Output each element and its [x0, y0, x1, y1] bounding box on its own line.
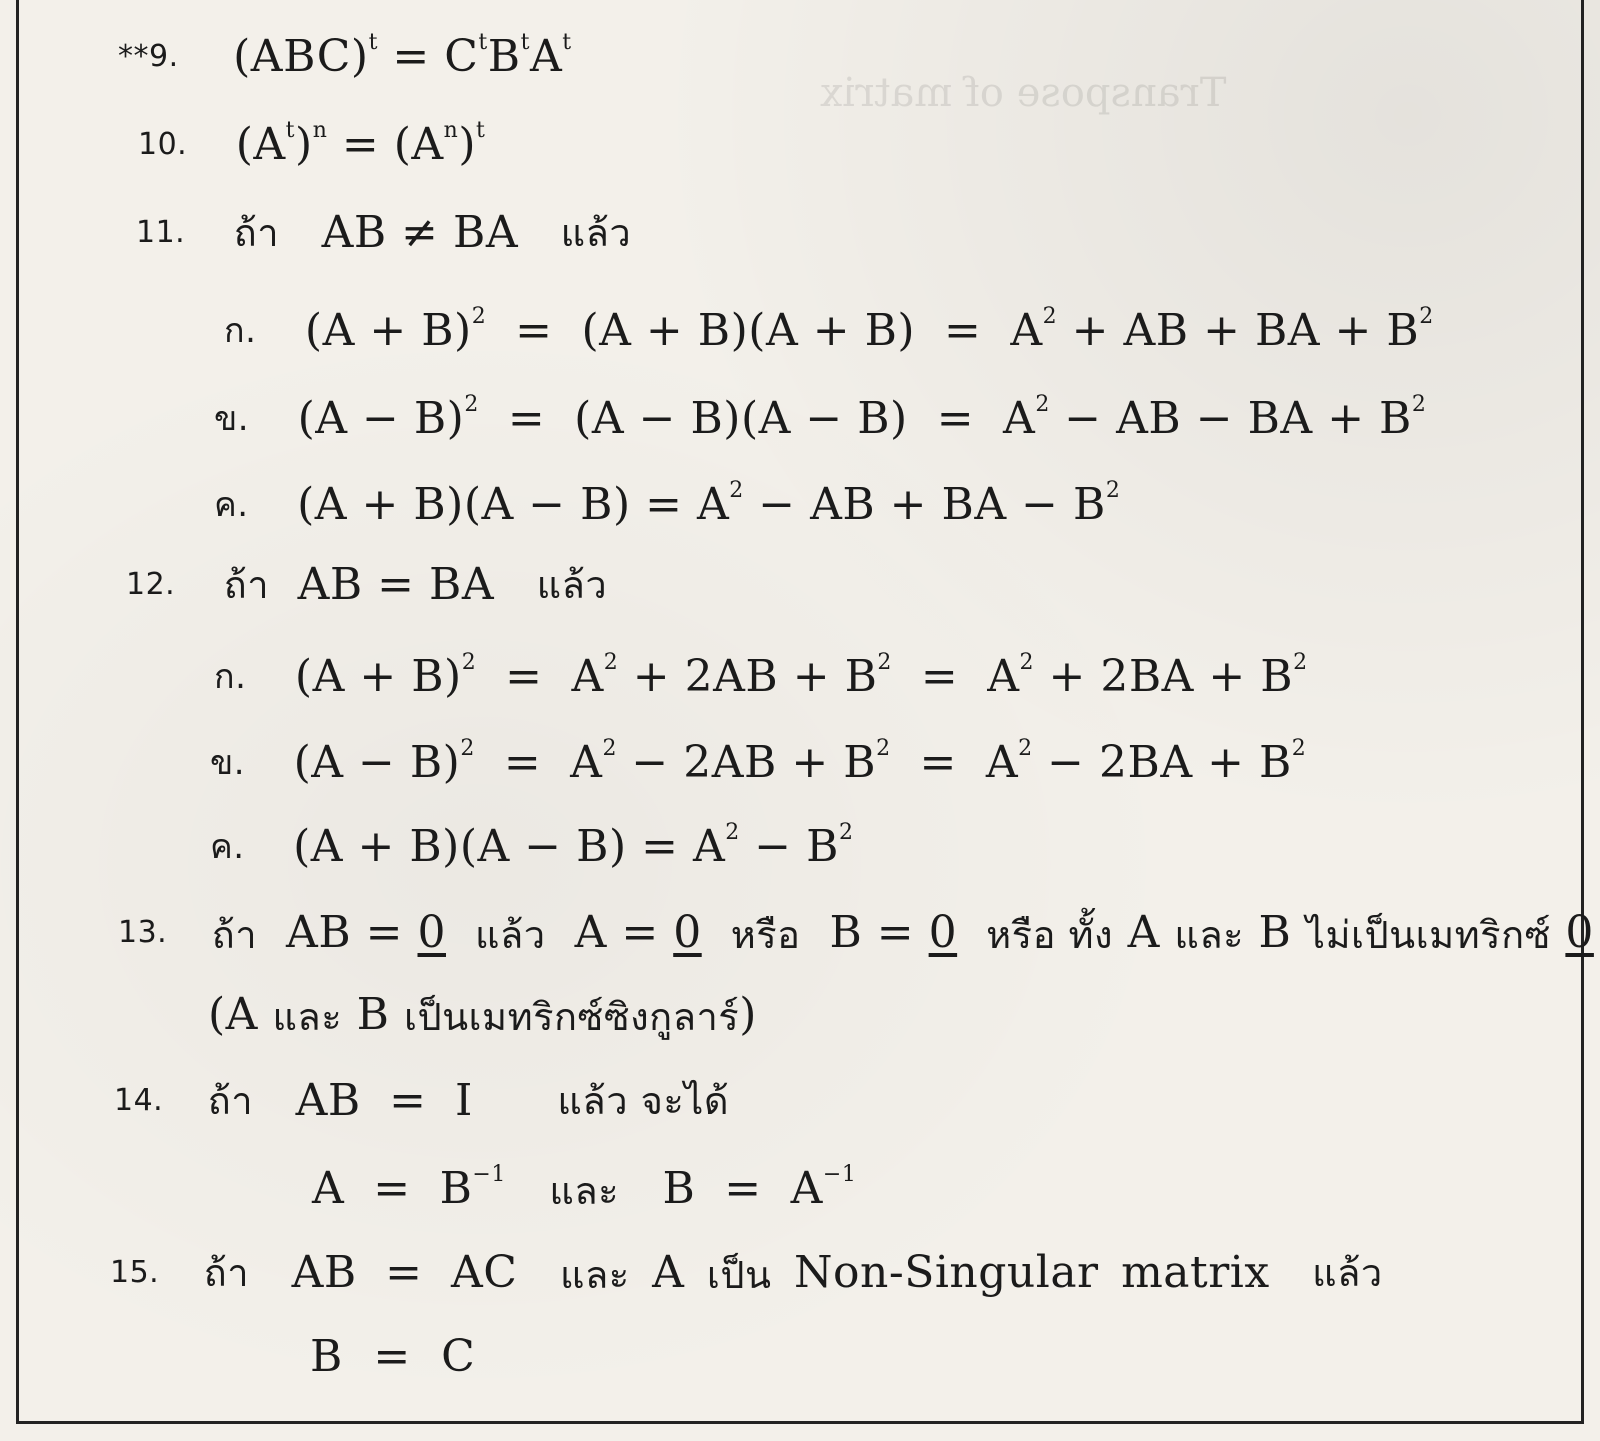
rule-13 [118, 906, 1594, 958]
rule-14-result [312, 1161, 857, 1214]
condition-expression: AB = I [295, 1074, 473, 1126]
condition-suffix: แล้ว [1312, 1250, 1383, 1295]
bleed-through-ghost-text: Transpose of matrix [820, 70, 1227, 116]
item-equation: $(A - B)^2 = A^2 - 2AB + B^2 = A^2 - 2BA + B^2$ [293, 735, 1307, 788]
rule-15-result [310, 1330, 476, 1382]
item-equation: $(A + B)^2 = A^2 + 2AB + B^2 = A^2 + 2BA + B^2$ [294, 649, 1308, 702]
rule-12-item-c [210, 819, 854, 872]
item-equation: $(A + B)(A - B) = A^2 - B^2$ [293, 819, 854, 872]
item-label: ค. [214, 484, 249, 525]
rule-9 [118, 29, 572, 82]
item-equation: $(A - B)^2 = (A - B)(A - B) = A^2$ − AB − BA + $B^2$ [297, 391, 1427, 444]
rule-number: 12. [126, 566, 176, 602]
rule-11-item-c [214, 477, 1121, 530]
condition-expression: AB = AC [291, 1246, 518, 1298]
note-text: (A และ B เป็นเมทริกซ์ซิงกูลาร์) [208, 988, 757, 1040]
condition-prefix: ถ้า [223, 562, 270, 607]
rule-10 [138, 117, 486, 170]
rule-12-item-b [210, 735, 1307, 788]
rule-number: 15. [110, 1254, 160, 1290]
rule-number: 13. [118, 914, 168, 950]
condition-suffix: แล้ว [536, 562, 608, 607]
rule-equation: $(ABC)^t = C^tB^tA^t$ [233, 29, 572, 82]
rule-13-statement: ถ้า AB = 0 แล้ว A = 0 หรือ B = 0 หรือ ทั้ง A และ B ไม่เป็นเมทริกซ์ 0 [211, 906, 1594, 958]
result-equation: $A = B^{-1}$ และ $B = A^{-1}$ [312, 1161, 857, 1214]
rule-14 [114, 1074, 730, 1126]
rule-12-item-a [214, 649, 1308, 702]
item-equation: $(A + B)^2 = (A + B)(A + B) = A^2$ + AB + BA + $B^2$ [304, 303, 1434, 356]
item-label: ข. [214, 398, 250, 439]
condition-prefix: ถ้า [207, 1078, 254, 1123]
rule-equation: $(A^t)^n = (A^n)^t$ [235, 117, 486, 170]
rule-15 [110, 1246, 1383, 1298]
condition-suffix: แล้ว [560, 210, 632, 255]
condition-prefix: ถ้า [203, 1250, 250, 1295]
item-label: ข. [210, 742, 246, 783]
rule-number: **9. [118, 38, 179, 74]
condition-prefix: ถ้า [233, 210, 280, 255]
rule-number: 11. [136, 214, 186, 250]
item-label: ค. [210, 826, 245, 867]
condition-mid: และ A เป็น Non-Singular matrix [559, 1246, 1270, 1298]
condition-suffix: แล้ว จะได้ [557, 1078, 730, 1123]
rule-13-note [208, 988, 757, 1040]
rule-11-item-a [224, 303, 1434, 356]
rule-12 [126, 558, 608, 610]
rule-11 [136, 206, 632, 258]
item-equation: $(A + B)(A - B) = A^2$ − AB + BA − $B^2$ [297, 477, 1121, 530]
condition-expression: AB = BA [297, 558, 495, 610]
item-label: ก. [224, 310, 257, 351]
item-label: ก. [214, 656, 247, 697]
result-equation: B = C [310, 1330, 476, 1382]
condition-expression: AB ≠ BA [321, 206, 519, 258]
rule-number: 14. [114, 1082, 164, 1118]
rule-11-item-b [214, 391, 1427, 444]
rule-number: 10. [138, 126, 188, 162]
